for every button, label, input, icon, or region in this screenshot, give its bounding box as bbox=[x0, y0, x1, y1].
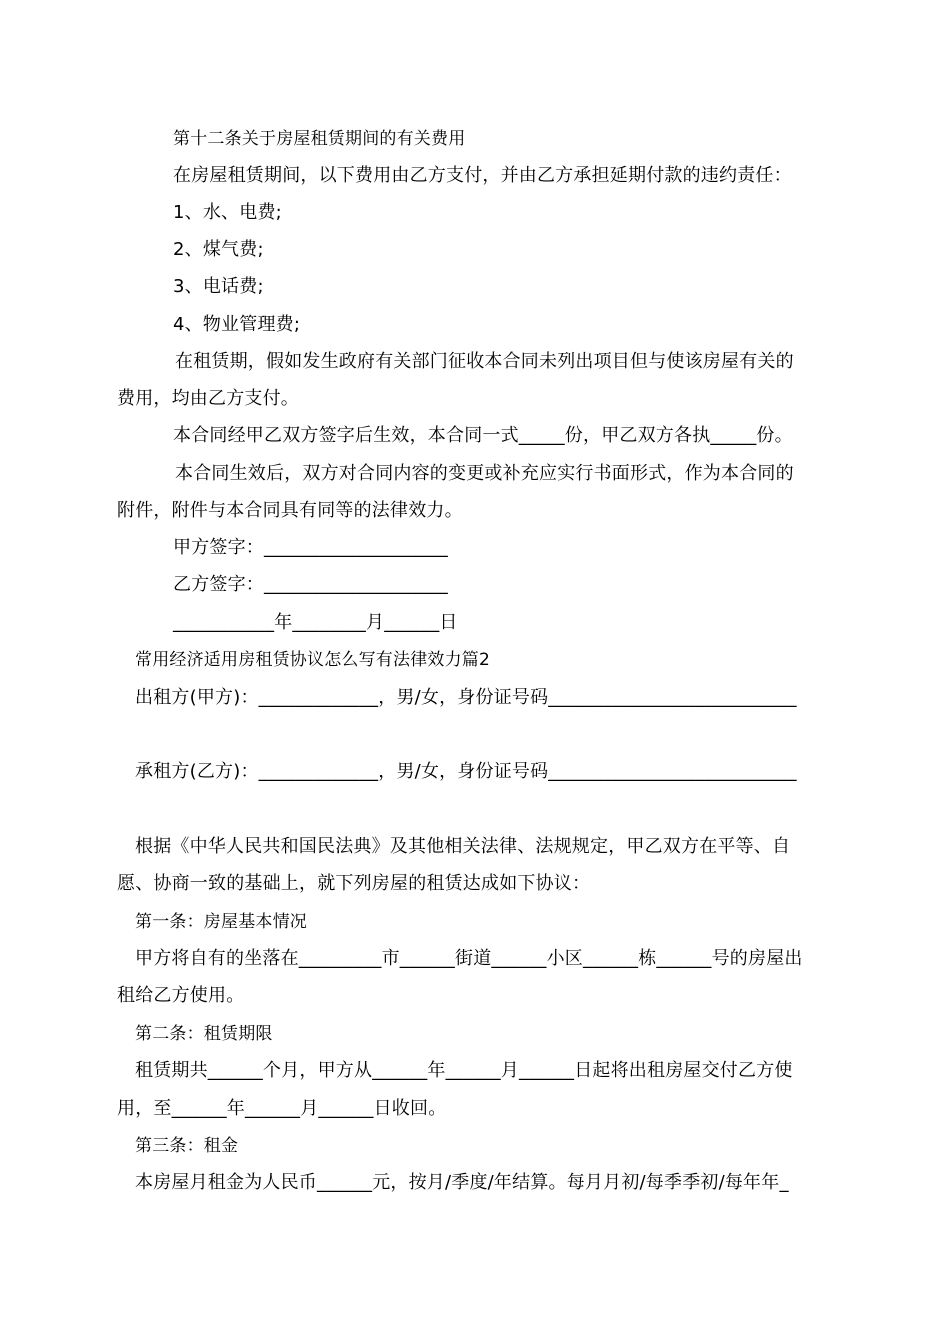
paragraph-line: 在租赁期，假如发生政府有关部门征收本合同未列出项目但与使该房屋有关的 bbox=[175, 351, 794, 372]
article-12-heading: 第十二条关于房屋租赁期间的有关费用 bbox=[173, 129, 466, 149]
paragraph-line: 租给乙方使用。 bbox=[117, 985, 245, 1006]
section-title: 常用经济适用房租赁协议怎么写有法律效力篇2 bbox=[135, 650, 491, 670]
list-item: 4、物业管理费; bbox=[173, 314, 301, 335]
signature-party-b: 乙方签字：____________________ bbox=[173, 574, 448, 595]
paragraph-line: 本房屋月租金为人民币______元，按月/季度/年结算。每月月初/每季季初/每年年_ bbox=[135, 1172, 789, 1193]
paragraph-line: 用，至______年______月______日收回。 bbox=[117, 1098, 447, 1119]
paragraph-line: 租赁期共______个月，甲方从______年______月______日起将出租房屋交付乙方使 bbox=[135, 1060, 793, 1081]
paragraph-line: 根据《中华人民共和国民法典》及其他相关法律、法规规定，甲乙双方在平等、自 bbox=[135, 836, 791, 857]
paragraph-line: 附件，附件与本合同具有同等的法律效力。 bbox=[117, 500, 463, 521]
article-1-heading: 第一条：房屋基本情况 bbox=[135, 912, 307, 932]
article-3-heading: 第三条：租金 bbox=[135, 1136, 239, 1156]
paragraph-line: 费用，均由乙方支付。 bbox=[117, 388, 299, 409]
list-item: 1、水、电费; bbox=[173, 202, 282, 223]
lessee-line: 承租方(乙方)：_____________，男/女，身份证号码___________________________ bbox=[135, 761, 797, 782]
paragraph-line: 愿、协商一致的基础上，就下列房屋的租赁达成如下协议： bbox=[117, 873, 591, 894]
paragraph-line: 本合同经甲乙双方签字后生效，本合同一式_____份，甲乙双方各执_____份。 bbox=[173, 425, 793, 446]
lessor-line: 出租方(甲方)：_____________，男/女，身份证号码___________________________ bbox=[135, 687, 797, 708]
article-2-heading: 第二条：租赁期限 bbox=[135, 1024, 273, 1044]
list-item: 3、电话费; bbox=[173, 276, 264, 297]
signature-party-a: 甲方签字：____________________ bbox=[173, 537, 448, 558]
paragraph-line: 本合同生效后，双方对合同内容的变更或补充应实行书面形式，作为本合同的 bbox=[175, 463, 794, 484]
list-item: 2、煤气费; bbox=[173, 239, 264, 260]
paragraph-line: 甲方将自有的坐落在_________市______街道______小区______栋______号的房屋出 bbox=[135, 948, 803, 969]
signature-date: ___________年________月______日 bbox=[173, 612, 458, 633]
paragraph-line: 在房屋租赁期间，以下费用由乙方支付，并由乙方承担延期付款的违约责任： bbox=[173, 165, 792, 186]
